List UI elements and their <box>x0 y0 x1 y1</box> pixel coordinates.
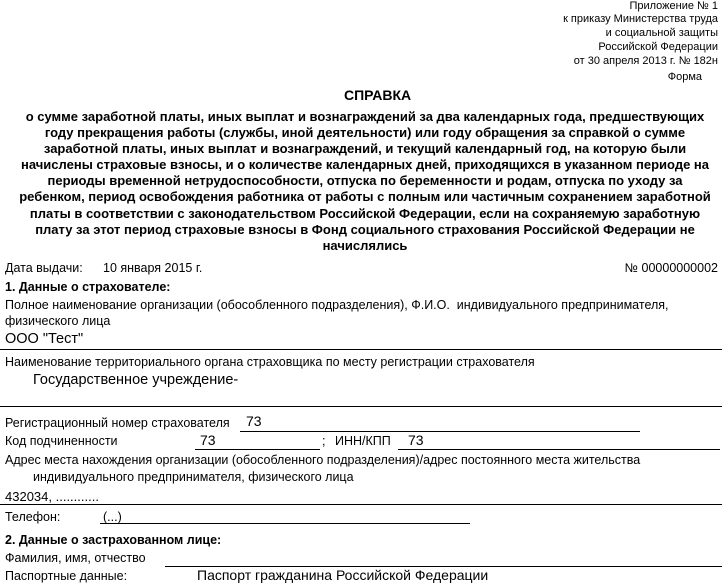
appendix-line-4: Российской Федерации <box>598 41 718 53</box>
document-number: № 00000000002 <box>624 261 718 275</box>
address-label-line-1: Адрес места нахождения организации (обособленного подразделения)/адрес постоянного места жительства <box>5 453 641 467</box>
full-name-label: Фамилия, имя, отчество <box>5 551 146 565</box>
appendix-line-5: от 30 апреля 2013 г. № 182н <box>573 55 718 67</box>
subtitle-line: заработной платы, иных выплат и вознаграждений, и текущий календарный год, на которую были <box>43 141 687 157</box>
subtitle-line: плату за этот период страховые взносы в Фонд социального страхования Российской Федерации не <box>35 221 695 237</box>
appendix-line-1: Приложение № 1 <box>629 0 718 12</box>
org-name-value: ООО "Тест" <box>5 331 84 347</box>
territorial-body-value: Государственное учреждение- <box>33 372 239 388</box>
passport-value: Паспорт гражданина Российской Федерации <box>197 567 489 583</box>
form-label: Форма <box>667 71 702 83</box>
org-name-label-line-2: физического лица <box>5 314 111 328</box>
org-name-label-line-1: Полное наименование организации (обособленного подразделения), Ф.И.О. индивидуального предпринимателя, <box>5 298 669 312</box>
section1-heading: 1. Данные о страхователе: <box>5 280 171 294</box>
subtitle-line: начислялись <box>322 237 408 253</box>
subtitle-line: году прекращения работы (службы, иной деятельности) или году обращения за справкой о сумме <box>44 125 686 141</box>
phone-label: Телефон: <box>5 510 61 524</box>
document-subtitle <box>8 109 722 254</box>
issue-date-value: 10 января 2015 г. <box>103 261 203 275</box>
address-rule <box>0 504 722 505</box>
passport-label: Паспортные данные: <box>5 569 128 583</box>
reg-number-rule <box>240 431 640 432</box>
appendix-line-3: и социальной защиты <box>605 27 718 39</box>
subordination-code-value: 73 <box>200 432 216 448</box>
phone-value: (...) <box>103 510 122 524</box>
appendix-line-2: к приказу Министерства труда <box>563 13 718 25</box>
subtitle-line: начислены страховые взносы, и о количестве календарных дней, приходящихся в указанном периоде на <box>21 157 709 173</box>
territorial-body-label: Наименование территориального органа страховщика по месту регистрации страхователя <box>5 355 535 369</box>
subtitle-line: о сумме заработной платы, иных выплат и вознаграждений за два календарных года, предшествующих <box>25 109 705 124</box>
subtitle-line: платы в соответствии с законодательством Российской Федерации, если на сохраняемую заработную <box>29 205 701 221</box>
subordination-code-rule <box>195 449 320 450</box>
territorial-body-rule <box>0 406 722 407</box>
org-name-rule <box>0 349 722 350</box>
issue-date-label: Дата выдачи: <box>5 261 83 275</box>
address-value: 432034, ............ <box>5 489 99 504</box>
subtitle-line: ребенком, период освобождения работника от работы с полным или частичным сохранением заработной <box>19 189 711 205</box>
inn-kpp-rule <box>398 449 720 450</box>
inn-kpp-value: 73 <box>408 432 424 448</box>
document-title: СПРАВКА <box>344 87 412 103</box>
reg-number-value: 73 <box>246 413 262 429</box>
subordination-code-label: Код подчиненности <box>5 434 118 448</box>
reg-number-label: Регистрационный номер страхователя <box>5 416 230 430</box>
phone-rule <box>100 523 470 524</box>
field-separator: ; <box>322 434 326 448</box>
subtitle-line: периоды временной нетрудоспособности, отпуска по беременности и родам, отпуска по уходу за <box>47 173 683 189</box>
address-label-line-2: индивидуального предпринимателя, физического лица <box>33 470 354 484</box>
inn-kpp-label: ИНН/КПП <box>335 434 391 448</box>
section2-heading: 2. Данные о застрахованном лице: <box>5 533 222 547</box>
